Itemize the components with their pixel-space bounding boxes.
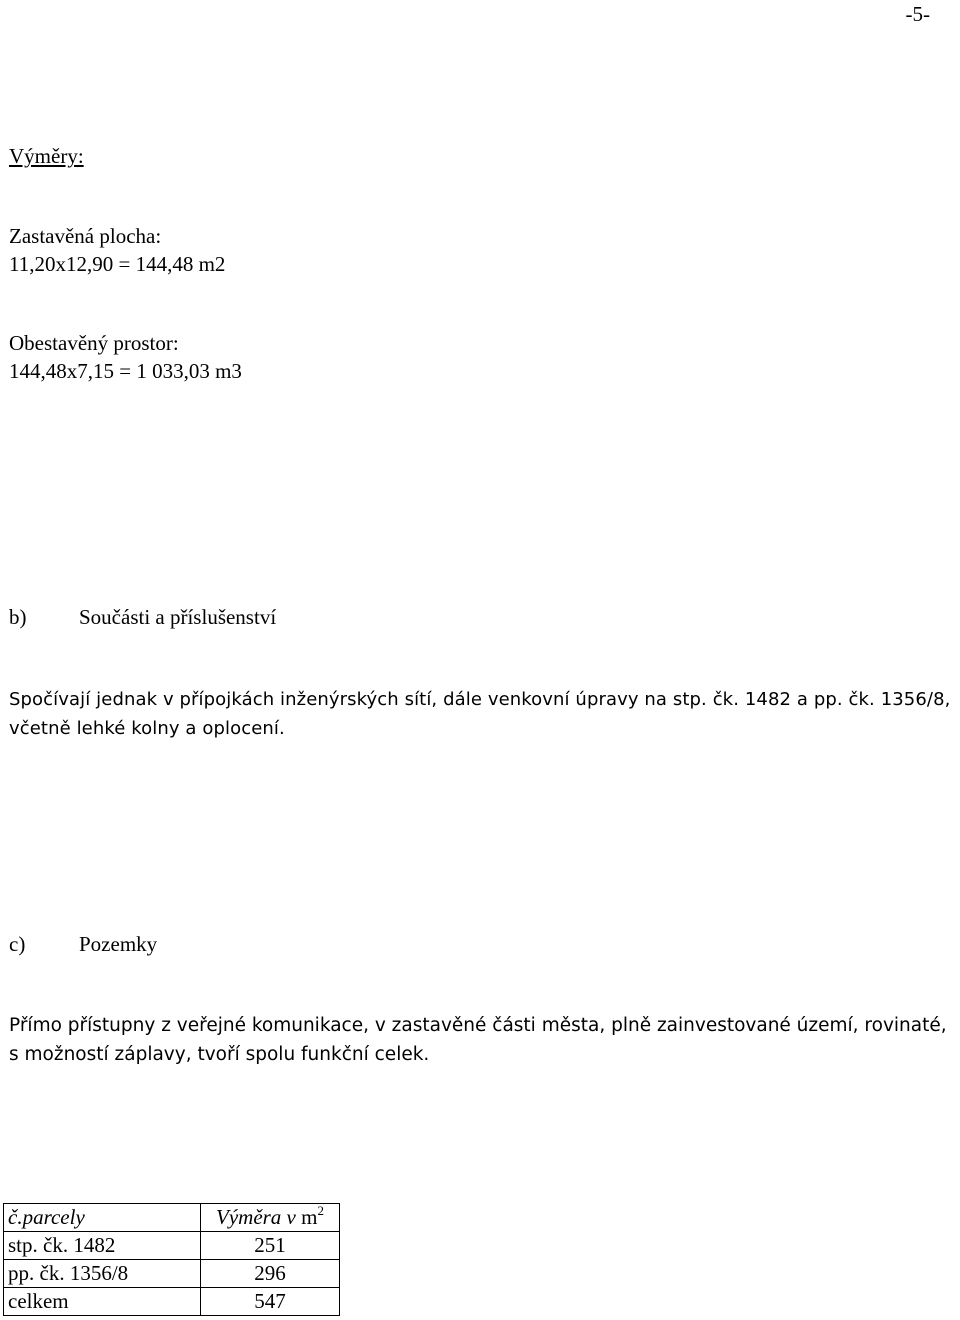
section-c-paragraph: Přímo přístupny z veřejné komunikace, v zastavěné části města, plně zainvestované území, rovinaté, s možností záplavy, tvoří spolu funkční celek. bbox=[9, 1015, 947, 1065]
section-c-marker: c) bbox=[9, 932, 26, 956]
column-header-area-unit: m bbox=[301, 1205, 318, 1229]
area-cell: 251 bbox=[201, 1232, 340, 1260]
area-cell: 296 bbox=[201, 1260, 340, 1288]
enclosed-volume-value: 144,48x7,15 = 1 033,03 m3 bbox=[9, 359, 242, 383]
built-up-area-value: 11,20x12,90 = 144,48 m2 bbox=[9, 252, 226, 276]
section-b-marker: b) bbox=[9, 605, 27, 629]
section-b-title: Součásti a příslušenství bbox=[79, 605, 277, 629]
area-cell: 547 bbox=[201, 1288, 340, 1316]
parcel-cell: celkem bbox=[4, 1288, 201, 1316]
enclosed-volume-label: Obestavěný prostor: bbox=[9, 331, 179, 355]
section-c-title: Pozemky bbox=[79, 932, 158, 956]
column-header-area bbox=[201, 1204, 340, 1232]
page-number: -5- bbox=[905, 2, 930, 26]
table-row bbox=[4, 1232, 340, 1260]
built-up-area-label: Zastavěná plocha: bbox=[9, 224, 162, 248]
table-row bbox=[4, 1260, 340, 1288]
parcel-cell: stp. čk. 1482 bbox=[4, 1232, 201, 1260]
section-heading-vymery: Výměry: bbox=[9, 144, 84, 168]
column-header-area-prefix: Výměra v bbox=[216, 1205, 296, 1229]
column-header-area-exponent: 2 bbox=[317, 1203, 324, 1218]
parcel-cell: pp. čk. 1356/8 bbox=[4, 1260, 201, 1288]
table-row-total bbox=[4, 1288, 340, 1316]
table-header-row bbox=[4, 1204, 340, 1232]
column-header-parcel: č.parcely bbox=[4, 1204, 201, 1232]
parcel-area-table bbox=[3, 1203, 340, 1316]
section-b-paragraph: Spočívají jednak v přípojkách inženýrských sítí, dále venkovní úpravy na stp. čk. 1482 a pp. čk. 1356/8, včetně lehké kolny a oplocení. bbox=[9, 689, 951, 739]
